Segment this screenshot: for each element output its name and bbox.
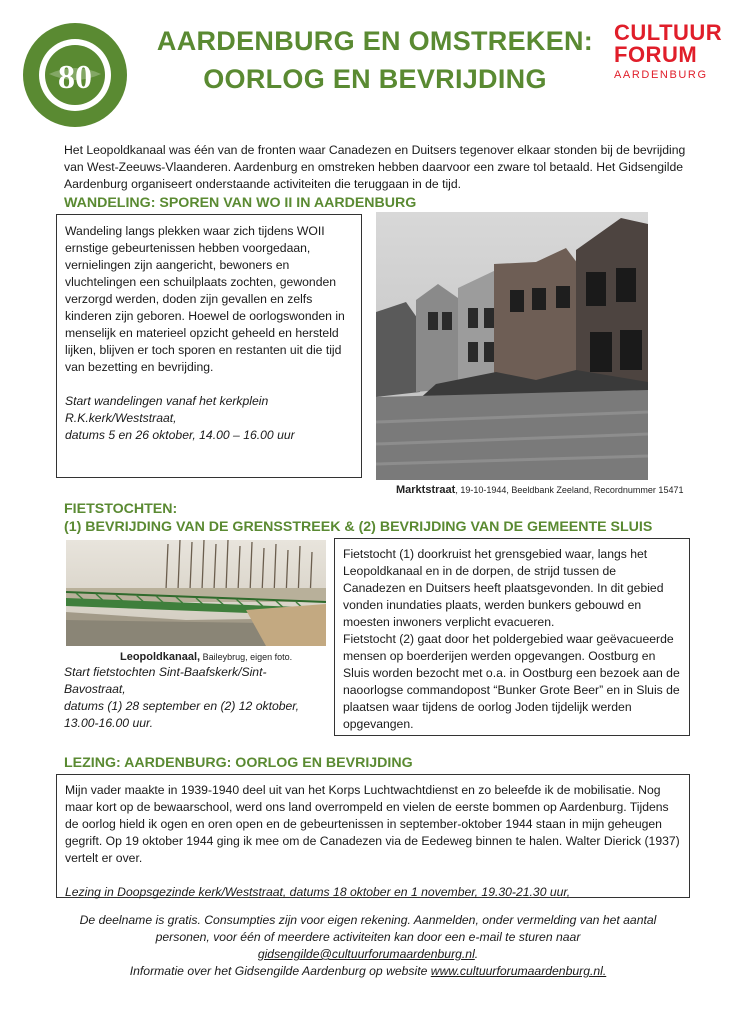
email-link[interactable]: gidsengilde@cultuurforumaardenburg.nl <box>257 947 475 961</box>
fiets-start-3: datums (1) 28 september en (2) 12 oktober, <box>64 699 300 713</box>
lezing-body: Mijn vader maakte in 1939-1940 deel uit van het Korps Luchtwachtdienst en zo beleefde ik de mobilisatie. Nog maar kort op de bewaarschool, werd ons land overrompeld en vielen de eerste bommen op Aardenburg. Tijdens de oorlog hield ik ogen en oren open en de gebeurtenissen in september-oktober 1944 staan in mijn geheugen gegrift. Op 19 oktober 1944 ging ik mee om de Canadezen via de Eedeweg binnen te halen. Walter Dierick (1937) vertelt er over. <box>65 783 680 865</box>
fiets-start-2: Bavostraat, <box>64 682 126 696</box>
fietstochten-body-2: Fietstocht (2) gaat door het poldergebied waar geëvacueerde mensen op boerderijen werden opgevangen. Oostburg en Sluis worden bezocht met o.a. in Oostburg een bezoek aan de naoorlogse commandopost “Bunker Grote Beer” en in Sluis de plaatsen waar tijdens de oorlog Joden tijdelijk werden opgevangen. <box>343 632 680 731</box>
title-line-1: AARDENBURG EN OMSTREKEN: <box>156 26 594 56</box>
wandeling-start-3: datums 5 en 26 oktober, 14.00 – 16.00 uur <box>65 428 295 442</box>
leopoldkanaal-caption-title: Leopoldkanaal, <box>120 651 201 663</box>
logo-line-2: FORUM <box>614 42 698 67</box>
lezing-heading: LEZING: AARDENBURG: OORLOG EN BEVRIJDING <box>64 755 413 771</box>
footer <box>60 912 676 980</box>
footer-line-1: De deelname is gratis. Consumpties zijn voor eigen rekening. Aanmelden, onder vermelding van het aantal <box>79 913 657 927</box>
wandeling-heading: WANDELING: SPOREN VAN WO II IN AARDENBURG <box>64 195 417 211</box>
vrijheid-80-badge <box>22 22 128 128</box>
title-line-2: OORLOG EN BEVRIJDING <box>203 64 547 94</box>
wandeling-start-2: R.K.kerk/Weststraat, <box>65 411 177 425</box>
footer-line-2: personen, voor één of meerdere activiteiten kan door een e-mail te sturen naar <box>155 930 581 944</box>
fietstochten-start <box>64 664 334 732</box>
fietstochten-heading-2: (1) BEVRIJDING VAN DE GRENSSTREEK & (2) BEVRIJDING VAN DE GEMEENTE SLUIS <box>64 519 653 535</box>
fiets-start-1: Start fietstochten Sint-Baafskerk/Sint- <box>64 665 267 679</box>
wandeling-start-1: Start wandelingen vanaf het kerkplein <box>65 394 269 408</box>
fietstochten-box <box>334 538 690 736</box>
cultuurforum-logo <box>614 22 724 84</box>
leopoldkanaal-caption <box>120 651 292 663</box>
fiets-start-4: 13.00-16.00 uur. <box>64 716 153 730</box>
marktstraat-caption <box>396 484 683 496</box>
fietstochten-heading-1: FIETSTOCHTEN: <box>64 501 178 517</box>
website-link[interactable]: www.cultuurforumaardenburg.nl. <box>430 964 607 978</box>
marktstraat-caption-source: , 19-10-1944, Beeldbank Zeeland, Recordnummer 15471 <box>455 485 684 495</box>
email-suffix: . <box>474 947 479 961</box>
lezing-box <box>56 774 690 898</box>
leopoldkanaal-caption-source: Baileybrug, eigen foto. <box>200 652 293 662</box>
footer-line-4: Informatie over het Gidsengilde Aardenburg op website <box>129 964 431 978</box>
logo-line-1: CULTUUR <box>614 20 723 45</box>
wandeling-body: Wandeling langs plekken waar zich tijdens WOII ernstige gebeurtenissen hebben voorgedaan, vernielingen zijn aangericht, bewoners en vluchtelingen een schuilplaats zochten, gewonden verzorgd werden, doden zijn gevallen en zelfs kinderen zijn geboren. Hoewel de oorlogswonden in menselijk en materieel opzicht geheeld en hersteld lijken, blijven er toch sporen en restanten uit die tijd van bezetting en bevrijding. <box>65 224 345 374</box>
intro-text: Het Leopoldkanaal was één van de fronten waar Canadezen en Duitsers tegenover elkaar stonden bij de bevrijding van West-Zeeuws-Vlaanderen. Aardenburg en omstreken hebben daarvoor een zware tol betaald. Het Gidsengilde Aardenburg organiseert onderstaande activiteiten die teruggaan in de tijd. <box>64 143 686 191</box>
leopoldkanaal-photo <box>66 540 326 646</box>
wandeling-box <box>56 214 362 478</box>
fietstochten-body-1: Fietstocht (1) doorkruist het grensgebied waar, langs het Leopoldkanaal en in de dorpen, de strijd tussen de Canadezen en Duitsers heeft plaatsgevonden. In dit gebied vonden inundaties plaats, werden bunkers gebouwd en moesten inwoners verplicht evacueren. <box>343 547 664 629</box>
marktstraat-photo <box>376 212 648 480</box>
marktstraat-caption-title: Marktstraat <box>396 484 456 496</box>
logo-sub: AARDENBURG <box>614 69 708 81</box>
lezing-info: Lezing in Doopsgezinde kerk/Weststraat, datums 18 oktober en 1 november, 19.30-21.30 uur, <box>65 885 571 899</box>
badge-number: 80 <box>58 59 92 96</box>
page-title <box>150 22 600 98</box>
